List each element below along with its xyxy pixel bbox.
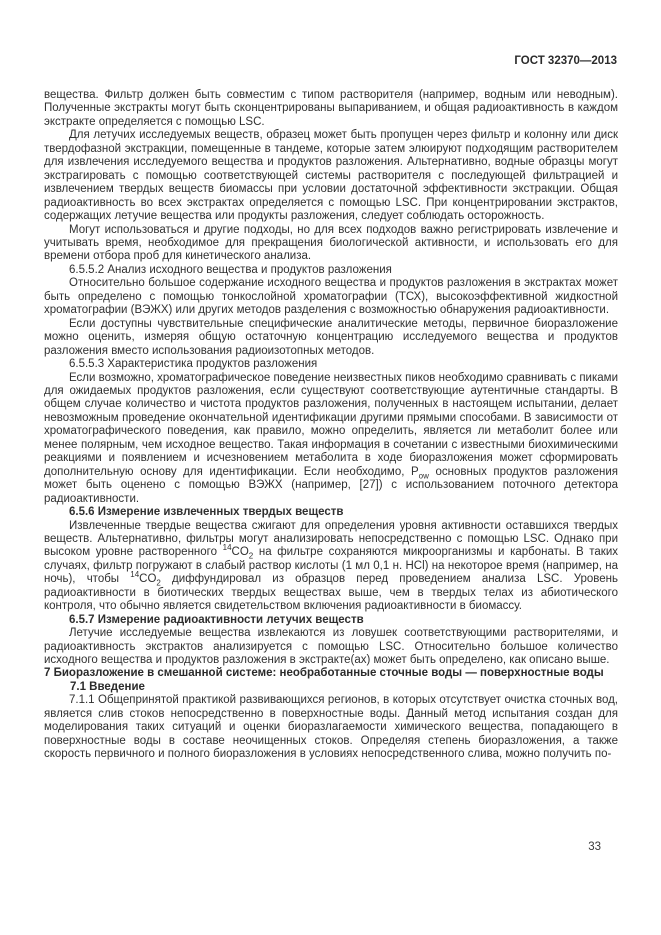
paragraph: Если доступны чувствительные специфические аналитические методы, первичное биоразложение можно оценить, измеряя общую остаточную концентрацию исследуемого вещества и продуктов разложения вместо использования радиоизотопных методов. [44, 317, 618, 357]
section-heading-7: 7 Биоразложение в смешанной системе: необработанные сточные воды — поверхностные воды [44, 667, 604, 680]
subscript: 2 [248, 551, 254, 561]
paragraph: Относительно большое содержание исходного вещества и продуктов разложения в экстрактах может быть определено с помощью тонкослойной хроматографии (ТСХ), высокоэффективной жидкостной хроматографии (ВЭЖХ) или других методов разделения с возможностью обнаружения радиоактивности. [44, 277, 618, 317]
clause-heading-6-5-6: 6.5.6 Измерение извлеченных твердых веществ [69, 506, 344, 519]
clause-heading-6-5-7: 6.5.7 Измерение радиоактивности летучих веществ [69, 613, 364, 626]
superscript: 14 [130, 570, 140, 580]
subscript: ow [418, 470, 429, 480]
page-number: 33 [588, 841, 601, 853]
document-code: ГОСТ 32370—2013 [514, 55, 617, 67]
clause-heading-6-5-5-3: 6.5.5.3 Характеристика продуктов разложения [69, 358, 318, 371]
paragraph: 7.1.1 Общепринятой практикой развивающихся регионов, в которых отсутствует очистка сточных вод, является слив стоков непосредственно в поверхностные воды. Данный метод испытания создан для моделирования таких ситуаций и оценки биоразлагаемости химического вещества, попадающего в поверхностные воды в составе неочищенных стоков. Определяя степень биоразложения, а также скорость первичного и полного биоразложения в условиях непосредственного слива, можно получить по- [44, 694, 618, 761]
superscript: 14 [222, 543, 232, 553]
subscript: 2 [156, 578, 161, 588]
paragraph: Летучие исследуемые вещества извлекаются из ловушек соответствующими растворителями, и радиоактивность экстрактов анализируется с помощью LSC. Относительно большое количество исходного вещества и продуктов разложения в экстракте(ах) может быть определено, как описано выше. [44, 627, 618, 667]
paragraph: Если возможно, хроматографическое поведение неизвестных пиков необходимо сравнивать с пиками для ожидаемых продуктов разложения, если существуют соответствующие аутентичные стандарты. В общем случае количество и чистота продуктов разложения, полученных в настоящем испытании, делает невозможным проведение окончательной идентификации другими прямыми способами. В зависимости от хроматографического поведения, как правило, можно определить, является ли метаболит более или менее полярным, чем исходное вещество. Такая информация в сочетании с известными биохимическими реакциями и появлением и исчезновением метаболита в ходе биоразложения может сформировать дополнительную основу для идентификации. Если необходимо, $P_{ow}$ основных продуктов разложения может быть оценено с помощью ВЭЖХ (например, [27]) с использованием поточного детектора радиоактивности. [44, 371, 618, 505]
paragraph: Для летучих исследуемых веществ, образец может быть пропущен через фильтр и колонну или диск твердофазной экстракции, помещенные в тандеме, которые затем элюируют подходящим растворителем для извлечения исследуемого вещества и продуктов разложения. Альтернативно, водные образцы могут экстрагировать с помощью соответствующей системы растворителя с последующей фильтрацией и извлечением твердых веществ биомассы при условии достаточной эффективности экстракции. Общая радиоактивность во всех экстрактах определяется с помощью LSC. При концентрировании экстрактов, содержащих летучие вещества или продукты разложения, следует соблюдать осторожность. [44, 129, 618, 223]
paragraph-continuation: вещества. Фильтр должен быть совместим с типом растворителя (например, водным или неводным). Полученные экстракты могут быть сконцентрированы выпариванием, и общая радиоактивность в каждом экстракте определяется с помощью LSC. [44, 89, 618, 128]
document-body [44, 89, 618, 762]
subsection-heading-7-1: 7.1 Введение [70, 680, 145, 693]
paragraph: Могут использоваться и другие подходы, но для всех подходов важно регистрировать извлечение и учитывать время, необходимое для прекращения биологической активности, и использовать его для времени отбора проб для кинетического анализа. [44, 223, 618, 263]
clause-heading-6-5-5-2: 6.5.5.2 Анализ исходного вещества и продуктов разложения [69, 263, 392, 276]
page-footer [588, 841, 601, 853]
page-header [514, 55, 617, 67]
paragraph: Извлеченные твердые вещества сжигают для определения уровня активности оставшихся твердых веществ. Альтернативно, фильтры могут анализировать непосредственно с помощью LSC. Однако при высоком уровне растворенного $^{14}CO_2$ на фильтре сохраняются микроорганизмы и карбонаты. В таких случаях, фильтр погружают в слабый раствор кислоты (1 мл 0,1 н. HCl) на некоторое время (например, на ночь), чтобы $^{14}CO_2$ диффундировал из образцов перед проведением анализа LSC. Уровень радиоактивности в биотических твердых веществах выше, чем в твердых телах из абиотического контроля, что обычно является свидетельством включения радиоактивности в биомассу. [44, 519, 619, 613]
